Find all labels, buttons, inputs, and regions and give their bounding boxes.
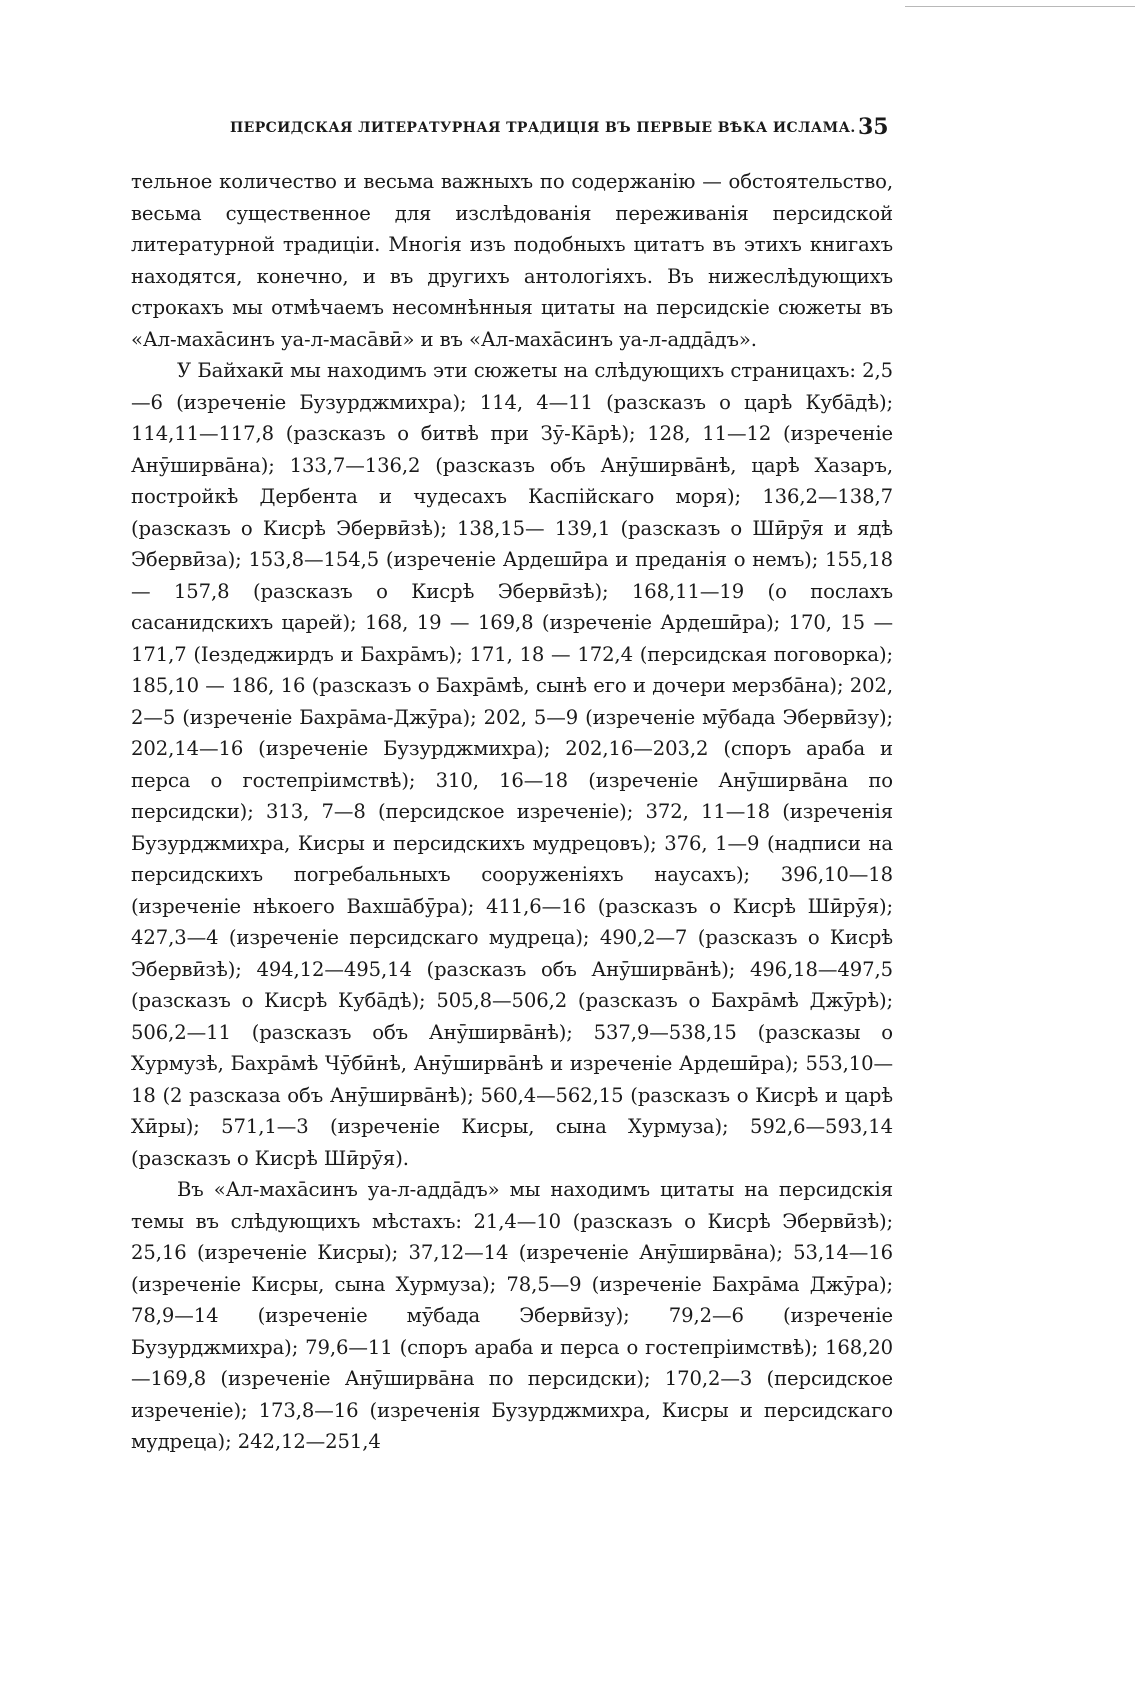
scan-edge-rule xyxy=(905,6,1135,7)
paragraph-al-mahasin-citations: Въ «Ал-махāсинъ уа-л-аддāдъ» мы находимъ цитаты на персидскія темы въ слѣдующихъ мѣстахъ: 21,4—10 (разсказъ о Кисрѣ Эбервӣзѣ); 25,16 (изреченіе Кисры); 37,12—14 (изреченіе Анӯширвāна); 53,14—16 (изреченіе Кисры, сына Хурмуза); 78,5—9 (изреченіе Бахрāма Джӯра); 78,9—14 (изреченіе мӯбада Эбервӣзу); 79,2—6 (изреченіе Бузурджмихра); 79,6—11 (споръ араба и перса о гостепріимствѣ); 168,20—169,8 (изреченіе Анӯширвāна по персидски); 170,2—3 (персидское изреченіе); 173,8—16 (изреченія Бузурджмихра, Кисры и персидскаго мудреца); 242,12—251,4 xyxy=(131,1178,893,1453)
body-text xyxy=(131,166,893,1458)
running-head: ПЕРСИДСКАЯ ЛИТЕРАТУРНАЯ ТРАДИЦІЯ ВЪ ПЕРВЫЕ ВѢКА ИСЛАМА. xyxy=(230,120,856,136)
paragraph-continued: тельное количество и весьма важныхъ по содержанію — обстоятельство, весьма существенное для изслѣдованія переживанія персидской литературной традиціи. Многія изъ подобныхъ цитатъ въ этихъ книгахъ находятся, конечно, и въ другихъ антологіяхъ. Въ нижеслѣдующихъ строкахъ мы отмѣчаемъ несомнѣнныя цитаты на персидскіе сюжеты въ «Ал-махāсинъ уа-л-масāвӣ» и въ «Ал-махāсинъ уа-л-аддāдъ». xyxy=(131,170,893,351)
paragraph-baihaki-citations: У Байхакӣ мы находимъ эти сюжеты на слѣдующихъ страницахъ: 2,5—6 (изреченіе Бузурджмихра); 114, 4—11 (разсказъ о царѣ Кубāдѣ); 114,11—117,8 (разсказъ о битвѣ при Зӯ-Кāрѣ); 128, 11—12 (изреченіе Анӯширвāна); 133,7—136,2 (разсказъ объ Анӯширвāнѣ, царѣ Хазаръ, постройкѣ Дербента и чудесахъ Каспійскаго моря); 136,2—138,7 (разсказъ о Кисрѣ Эбервӣзѣ); 138,15— 139,1 (разсказъ о Шӣрӯя и ядѣ Эбервӣза); 153,8—154,5 (изреченіе Ардешӣра и преданія о немъ); 155,18— 157,8 (разсказъ о Кисрѣ Эбервӣзѣ); 168,11—19 (о послахъ сасанидскихъ царей); 168, 19 — 169,8 (изреченіе Ардешӣра); 170, 15 — 171,7 (Іездеджирдъ и Бахрāмъ); 171, 18 — 172,4 (персидская поговорка); 185,10 — 186, 16 (разсказъ о Бахрāмѣ, сынѣ его и дочери мерзбāна); 202, 2—5 (изреченіе Бахрāма-Джӯра); 202, 5—9 (изреченіе мӯбада Эбервӣзу); 202,14—16 (изреченіе Бузурджмихра); 202,16—203,2 (споръ араба и перса о гостепріимствѣ); 310, 16—18 (изреченіе Анӯширвāна по персидски); 313, 7—8 (персидское изреченіе); 372, 11—18 (изреченія Бузурджмихра, Кисры и персидскихъ мудрецовъ); 376, 1—9 (надписи на персидскихъ погребальныхъ сооруженіяхъ наусахъ); 396,10—18 (изреченіе нѣкоего Вахшāбӯра); 411,6—16 (разсказъ о Кисрѣ Шӣрӯя); 427,3—4 (изреченіе персидскаго мудреца); 490,2—7 (разсказъ о Кисрѣ Эбервӣзѣ); 494,12—495,14 (разсказъ объ Анӯширвāнѣ); 496,18—497,5 (разсказъ о Кисрѣ Кубāдѣ); 505,8—506,2 (разсказъ о Бахрāмѣ Джӯрѣ); 506,2—11 (разсказъ объ Анӯширвāнѣ); 537,9—538,15 (разсказы о Хурмузѣ, Бахрāмѣ Чӯбӣнѣ, Анӯширвāнѣ и изреченіе Ардешӣра); 553,10—18 (2 разсказа объ Анӯширвāнѣ); 560,4—562,15 (разсказъ о Кисрѣ и царѣ Хӣры); 571,1—3 (изреченіе Кисры, сына Хурмуза); 592,6—593,14 (разсказъ о Кисрѣ Шӣрӯя). xyxy=(131,359,893,1170)
page-number: 35 xyxy=(858,114,889,140)
